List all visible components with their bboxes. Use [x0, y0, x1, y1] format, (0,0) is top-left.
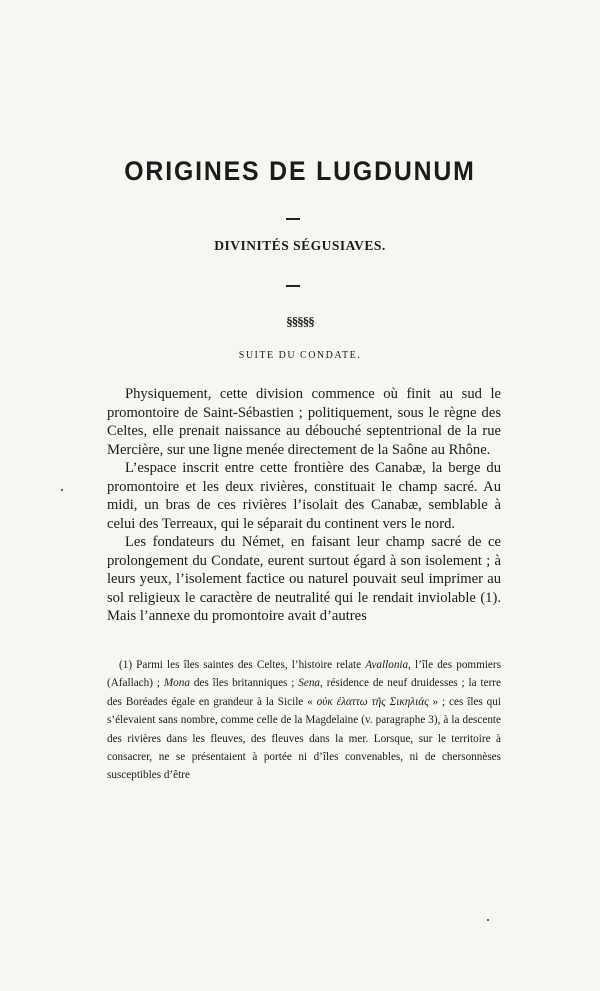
footnote-text: Parmi les îles saintes des Celtes, l’histoire relate: [132, 659, 366, 671]
footnote-italic: Mona: [163, 677, 190, 690]
print-speck: [487, 919, 489, 921]
footnote-text: , résidence de neuf druidesses ; la terre des Boréades égale en grandeur à la Sicile «: [107, 677, 501, 708]
paragraph: Les fondateurs du Német, en faisant leur champ sacré de ce prolongement du Condate, eurent surtout égard à son isolement ; à leurs yeux, l’isolement factice ou naturel pouvait seul imprimer au sol religieux le caractère de neutralité qui le rendait inviolable (1). Mais l’annexe du promontoire avait d’autres: [107, 534, 501, 624]
footnote-italic: Avallonia: [365, 659, 409, 671]
footnote-text: » ; ces îles qui s’élevaient sans nombre, comme celle de la Magdelaine (v. paragraphe 3), à la descente des rivières dans les fleuves, des fleuves dans la mer. Lorsque, sur le territoire à consacrer, ne se présentaient à portée ni d’îles convenables, ni de chersonnèses susceptibles d’être: [107, 695, 501, 782]
footnote-text: des îles britanniques ;: [189, 677, 299, 690]
separator-dash: [286, 218, 300, 220]
print-speck: [61, 489, 63, 491]
footnote-greek: οὐκ ἐλαττω τῆς Σικηλιάς: [316, 695, 429, 708]
paragraph: L’espace inscrit entre cette frontière des Canabæ, la berge du promontoire et les deux rivières, constituait le champ sacré. Au midi, un bras de ces rivières l’isolait des Canabæ, semblable à celui des Terreaux, qui le séparait du continent vers le nord.: [107, 460, 501, 532]
body-text: [107, 385, 501, 626]
footnote-text: , l’île des pommiers (Afallach) ;: [107, 659, 501, 690]
page-title: ORIGINES DE LUGDUNUM: [124, 156, 476, 186]
footnote-paragraph: [107, 656, 501, 785]
footnote: [107, 656, 501, 785]
subtitle: DIVINITÉS SÉGUSIAVES.: [214, 238, 386, 253]
separator-dash: [286, 285, 300, 287]
footnote-marker: (1): [119, 659, 133, 671]
footnote-italic: Sena: [298, 677, 321, 690]
paragraph: Physiquement, cette division commence où finit au sud le promontoire de Saint-Sébastien ; politiquement, sous le règne des Celtes, elle prenait naissance au débouché septentrional de la rue Mercière, sur une ligne menée directement de la Saône au Rhône.: [107, 386, 501, 458]
section-title: SUITE DU CONDATE.: [238, 350, 362, 361]
section-ornament: §§§§§: [286, 314, 314, 329]
